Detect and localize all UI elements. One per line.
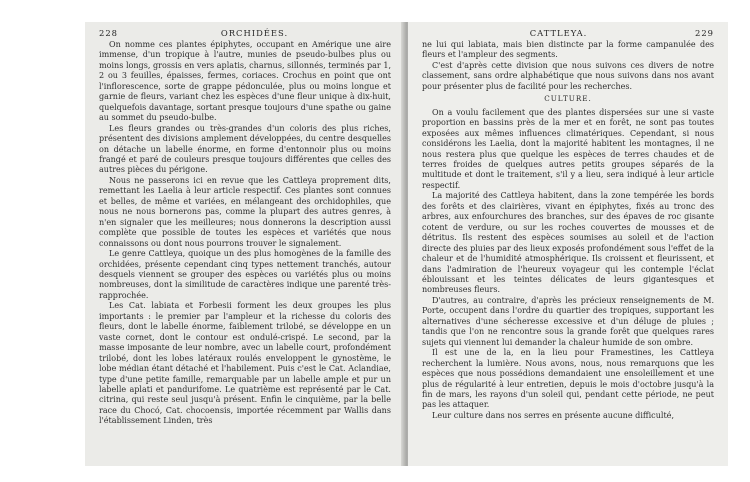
right-page (408, 22, 728, 466)
paragraph: C'est d'après cette division que nous suivons ces divers de notre classement, sans ordre alphabétique que nous suivons dans nos avant pour présenter plus de facilité pour les recherches. (422, 60, 714, 91)
left-page (85, 22, 405, 466)
paragraph: On a voulu facilement que des plantes dispersées sur une si vaste proportion en bassins près de la mer et en forêt, ne sont pas toutes exposées aux mêmes influences climatériques. Cependant, si nous considérons les Laelia, dont la majorité habitent les montagnes, il ne nous restera plus que quelque les espèces de terres chaudes et de terres froides de quelques autres petits groupes séparés de la multitude et dont le traitement, s'il y a lieu, sera indiqué à leur article respectif. (422, 107, 714, 190)
paragraph: D'autres, au contraire, d'après les précieux renseignements de M. Porte, occupent dans l'ordre du quartier des tropiques, supportant les alternatives d'une sécheresse excessive et d'un déluge de pluies ; tandis que l'on ne rencontre sous la grande forêt que quelques rares sujets qui viennent lui demander la chaleur humide de son ombre. (422, 295, 714, 347)
paragraph: Les Cat. labiata et Forbesii forment les deux groupes les plus importants : le premier par l'ampleur et la richesse du coloris des fleurs, dont le labelle énorme, faiblement trilobé, se développe en un vaste cornet, dont le contour est ondulé-crispé. Le second, par la masse imposante de leur nombre, avec un labelle court, profondément trilobé, dont les lobes latéraux roulés enveloppent le gynostème, le lobe médian étant détaché et l'habilement. Puis c'est le Cat. Aclandiae, type d'une petite famille, remarquable par un labelle ample et pur un labelle aplati et pandurifome. Le quatrième est représenté par le Cat. citrina, qui reste seul jusqu'à présent. Enfin le cinquième, par la belle race du Chocó, Cat. chocoensis, importée récemment par Wallis dans l'établissement Linden, très (99, 301, 391, 426)
paragraph: Il est une de la, en la lieu pour Framestines, les Cattleya recherchent la lumière. Nous avons, nous, nous remarquons que les espèces que nous possédions demandaient une ensoleillement et une plus de régularité à leur entretien, depuis le mois d'octobre jusqu'à la fin de mars, les rayons d'un soleil qui, pendant cette période, ne peut pas les attaquer. (422, 348, 714, 410)
paragraph: Leur culture dans nos serres en présente aucune difficulté, (432, 410, 674, 420)
page-number: 229 (695, 28, 714, 38)
paragraph: Les fleurs grandes ou très-grandes d'un coloris des plus riches, présentent des divisions amplement développées, du centre desquelles on détache un labelle énorme, en forme d'entonnoir plus ou moins frangé et paré de couleurs presque toujours différentes que celles des autres pièces du périgone. (99, 123, 391, 175)
running-head: CATTLEYA. (529, 28, 588, 38)
open-book (85, 22, 728, 466)
paragraph: Le genre Cattleya, quoique un des plus homogènes de la famille des orchidées, présente cependant cinq types nettement tranchés, autour desquels viennent se grouper des espèces ou variétés plus ou moins nombreuses, dont la similitude de caractères indique une parenté très-rapprochée. (99, 249, 391, 300)
page-number: 228 (99, 28, 118, 38)
right-page-header (422, 28, 714, 40)
paragraph: Nous ne passerons ici en revue que les Cattleya proprement dits, remettant les Laelia à leur article respectif. Ces plantes sont connues et belles, de même et variées, en mélangeant des orchidophiles, que nous ne nous bornerons pas, comme la plupart des autres genres, à n'en signaler que les meilleures; nous donnerons la description aussi complète que possible de toutes les espèces et variétés que nous connaissons ou dont nous pourrons trouver le signalement. (99, 175, 391, 248)
running-head: ORCHIDÉES. (220, 28, 289, 38)
left-page-text (99, 40, 391, 427)
paragraph: On nomme ces plantes épiphytes, occupant en Amérique une aire immense, d'un tropique à l'autre, munies de pseudo-bulbes plus ou moins longs, grossis en vers aplatis, charnus, sillonnés, terminés par 1, 2 ou 3 feuilles, épaisses, fermes, coriaces. Crochus en point que ont l'inflorescence, sorte de grappe pédonculée, plus ou moins longue et garnie de fleurs, variant chez les espèces d'une fleur unique à dix-huit, quelquefois davantage, sortant presque toujours d'une spathe ou gaine au sommet du pseudo-bulbe. (99, 40, 391, 123)
left-page-header (99, 28, 391, 40)
section-title: CULTURE. (544, 94, 592, 104)
paragraph: ne lui qui labiata, mais bien distincte par la forme campanulée des fleurs et l'ampleur des segments. (422, 40, 714, 60)
right-page-text (422, 40, 714, 421)
paragraph: La majorité des Cattleya habitent, dans la zone tempérée les bords des forêts et des clairières, vivant en épiphytes, fixés au tronc des arbres, aux enfourchures des branches, sur des épaves de roc gisante cotent de verdure, ou sur les roches couvertes de mousses et de détritus. Ils restent des espèces soumises au soleil et de l'action directe des pluies par des lieux exposés profondément sous l'effet de la chaleur et de l'humidité atmosphérique. Ils croissent et fleurissent, et dans l'admiration de l'heureux voyageur qui les contemple l'éclat éblouissant et les teintes délicates de leurs gigantesques et nombreuses fleurs. (422, 191, 714, 295)
